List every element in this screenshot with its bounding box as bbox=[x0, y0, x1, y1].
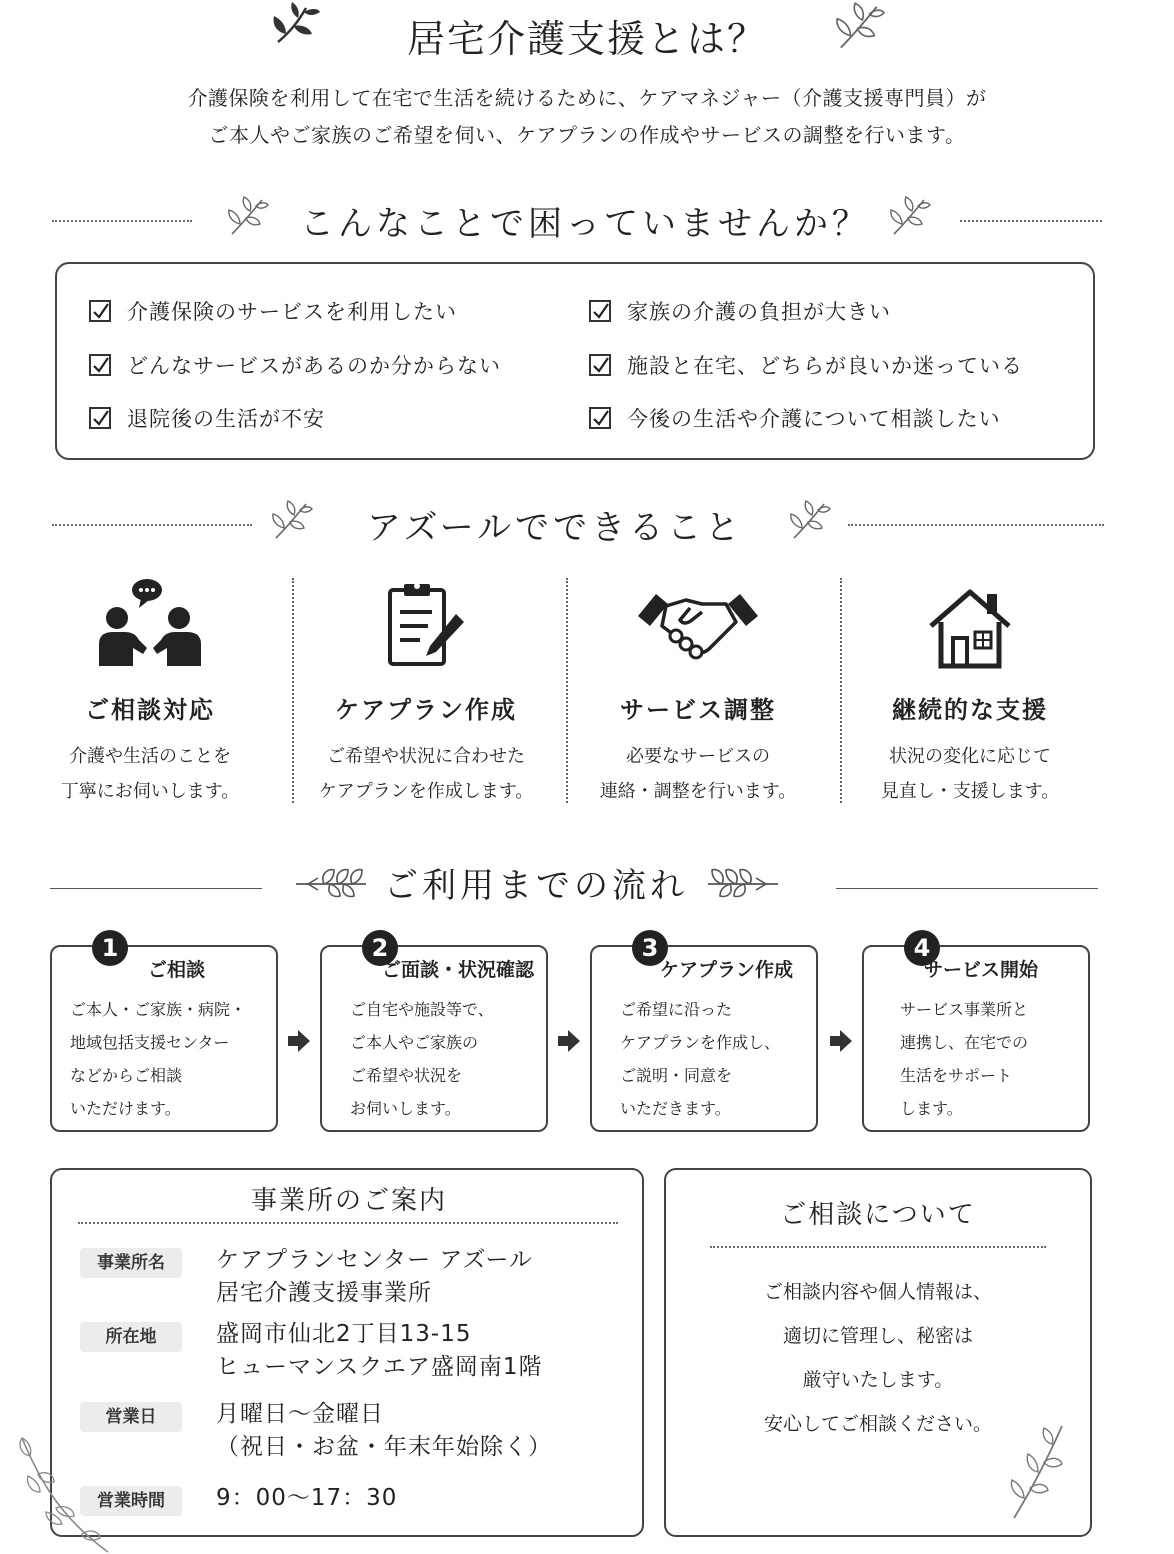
arrow-right-icon bbox=[288, 1030, 310, 1052]
service-coordination bbox=[568, 570, 828, 809]
branch-ornament-right-icon bbox=[704, 866, 780, 900]
column-divider bbox=[292, 578, 294, 803]
step-line: ご希望に沿った bbox=[620, 1000, 733, 1019]
flow-step-4 bbox=[862, 934, 1090, 1132]
step-line: ご説明・同意を bbox=[620, 1066, 733, 1085]
service-desc bbox=[840, 739, 1100, 809]
checkbox-icon bbox=[589, 354, 611, 376]
checkbox-icon bbox=[89, 407, 111, 429]
divider bbox=[52, 524, 252, 526]
leaf-ornament-icon bbox=[788, 498, 832, 542]
step-line: します。 bbox=[900, 1099, 963, 1118]
section-title-flow: ご利用までの流れ bbox=[384, 866, 688, 906]
concern-text: 今後の生活や介護について相談したい bbox=[627, 407, 1001, 431]
office-label: 営業時間 bbox=[80, 1486, 182, 1516]
step-line: いただけます。 bbox=[70, 1099, 181, 1118]
value-line: 盛岡市仙北2丁目13-15 bbox=[216, 1321, 472, 1347]
section-title-concerns: こんなことで困っていませんか？ bbox=[300, 204, 870, 244]
value-line: ヒューマンスクエア盛岡南1階 bbox=[216, 1354, 543, 1380]
service-title: 継続的な支援 bbox=[892, 696, 1048, 724]
divider bbox=[78, 1222, 618, 1224]
concern-item bbox=[589, 350, 1023, 380]
value-line: 居宅介護支援事業所 bbox=[216, 1280, 432, 1306]
branch-ornament-left-icon bbox=[294, 866, 370, 900]
service-desc bbox=[20, 739, 280, 809]
consult-line: 適切に管理し、秘密は bbox=[782, 1325, 973, 1347]
step-line: いただきます。 bbox=[620, 1099, 731, 1118]
step-line: ご自宅や施設等で、 bbox=[350, 1000, 494, 1019]
step-line: ご本人やご家族の bbox=[350, 1033, 479, 1052]
leaf-ornament-icon bbox=[226, 194, 270, 238]
concern-text: 施設と在宅、どちらが良いか迷っている bbox=[627, 354, 1023, 378]
office-label: 営業日 bbox=[80, 1402, 182, 1432]
consult-line: 厳守いたします。 bbox=[802, 1369, 954, 1391]
office-value bbox=[216, 1482, 397, 1515]
step-body bbox=[350, 993, 494, 1125]
step-title: ご相談 bbox=[148, 959, 206, 981]
step-body bbox=[70, 993, 246, 1125]
desc-line: 連絡・調整を行います。 bbox=[599, 781, 797, 802]
service-careplan bbox=[296, 570, 556, 809]
divider bbox=[50, 888, 262, 889]
handshake-icon bbox=[636, 586, 760, 670]
value-line: （祝日・お盆・年末年始除く） bbox=[216, 1434, 552, 1460]
step-body bbox=[900, 993, 1028, 1125]
consult-line: 安心してご相談ください。 bbox=[763, 1413, 992, 1435]
concern-text: どんなサービスがあるのか分からない bbox=[127, 354, 501, 378]
divider bbox=[52, 220, 192, 222]
step-number-badge: 4 bbox=[904, 930, 940, 966]
desc-line: ケアプランを作成します。 bbox=[318, 781, 534, 802]
arrow-right-icon bbox=[558, 1030, 580, 1052]
checkbox-icon bbox=[89, 300, 111, 322]
consult-line: ご相談内容や個人情報は、 bbox=[763, 1281, 992, 1303]
leaf-ornament-icon bbox=[888, 194, 932, 238]
step-number-badge: 2 bbox=[362, 930, 398, 966]
service-support bbox=[840, 570, 1100, 809]
concern-item bbox=[89, 403, 325, 433]
leaf-ornament-right-icon bbox=[832, 2, 888, 50]
checkbox-icon bbox=[589, 300, 611, 322]
step-title: ご面談・状況確認 bbox=[382, 959, 535, 981]
service-desc bbox=[296, 739, 556, 809]
section-title-services: アズールでできること bbox=[366, 508, 744, 548]
leaf-branch-ornament-icon bbox=[1006, 1422, 1070, 1522]
concern-item bbox=[89, 296, 457, 326]
office-info-box bbox=[50, 1168, 644, 1537]
intro-text bbox=[60, 80, 1114, 154]
consult-info-box bbox=[664, 1168, 1092, 1537]
step-line: お伺いします。 bbox=[350, 1099, 461, 1118]
service-title: ご相談対応 bbox=[85, 696, 215, 724]
flow-step-1 bbox=[50, 934, 278, 1132]
step-line: 連携し、在宅での bbox=[900, 1033, 1029, 1052]
clipboard-icon bbox=[384, 580, 468, 670]
desc-line: 介護や生活のことを bbox=[69, 746, 231, 767]
step-line: 地域包括支援センター bbox=[70, 1033, 230, 1052]
concern-text: 介護保険のサービスを利用したい bbox=[127, 300, 457, 324]
step-line: ケアプランを作成し、 bbox=[620, 1033, 781, 1052]
step-title: サービス開始 bbox=[924, 959, 1039, 981]
concerns-box bbox=[55, 262, 1095, 460]
concern-item bbox=[89, 350, 501, 380]
desc-line: 状況の変化に応じて bbox=[889, 746, 1051, 767]
office-value bbox=[216, 1398, 552, 1464]
office-title: 事業所のご案内 bbox=[250, 1186, 447, 1216]
divider bbox=[710, 1246, 1046, 1248]
office-label: 所在地 bbox=[80, 1322, 182, 1352]
flow-step-2 bbox=[320, 934, 548, 1132]
leaf-ornament-icon bbox=[270, 498, 314, 542]
value-line: ケアプランセンター アズール bbox=[216, 1247, 533, 1273]
consult-title: ご相談について bbox=[780, 1200, 976, 1230]
office-value bbox=[216, 1318, 542, 1384]
desc-line: ご希望や状況に合わせた bbox=[327, 746, 525, 767]
service-consultation bbox=[20, 570, 280, 809]
value-line: 月曜日～金曜日 bbox=[216, 1401, 384, 1427]
step-line: ご本人・ご家族・病院・ bbox=[70, 1000, 247, 1019]
desc-line: 見直し・支援します。 bbox=[880, 781, 1060, 802]
arrow-right-icon bbox=[830, 1030, 852, 1052]
intro-line: ご本人やご家族のご希望を伺い、ケアプランの作成やサービスの調整を行います。 bbox=[208, 123, 966, 147]
step-line: 生活をサポート bbox=[900, 1066, 1013, 1085]
checkbox-icon bbox=[589, 407, 611, 429]
divider bbox=[960, 220, 1102, 222]
step-body bbox=[620, 993, 780, 1125]
flow-step-3 bbox=[590, 934, 818, 1132]
desc-line: 丁寧にお伺いします。 bbox=[60, 781, 240, 802]
divider bbox=[848, 524, 1104, 526]
desc-line: 必要なサービスの bbox=[626, 746, 770, 767]
step-line: ご希望や状況を bbox=[350, 1066, 463, 1085]
service-title: ケアプラン作成 bbox=[335, 696, 517, 724]
consult-body bbox=[666, 1270, 1090, 1446]
checkbox-icon bbox=[89, 354, 111, 376]
page-title: 居宅介護支援とは？ bbox=[406, 17, 767, 61]
concern-text: 退院後の生活が不安 bbox=[127, 407, 325, 431]
vine-ornament-icon bbox=[18, 1436, 118, 1554]
step-title: ケアプラン作成 bbox=[660, 959, 794, 981]
divider bbox=[836, 888, 1098, 889]
step-line: などからご相談 bbox=[70, 1066, 183, 1085]
office-label: 事業所名 bbox=[80, 1248, 182, 1278]
office-value bbox=[216, 1244, 533, 1310]
service-title: サービス調整 bbox=[620, 696, 776, 724]
step-line: サービス事業所と bbox=[900, 1000, 1029, 1019]
house-icon bbox=[925, 586, 1015, 670]
step-number-badge: 1 bbox=[92, 930, 128, 966]
value-line: 9：00～17：30 bbox=[216, 1485, 398, 1511]
service-desc bbox=[568, 739, 828, 809]
concern-item bbox=[589, 403, 1001, 433]
concern-item bbox=[589, 296, 891, 326]
consultation-icon bbox=[95, 578, 205, 670]
intro-line: 介護保険を利用して在宅で生活を続けるために、ケアマネジャー（介護支援専門員）が bbox=[187, 86, 987, 110]
step-number-badge: 3 bbox=[632, 930, 668, 966]
concern-text: 家族の介護の負担が大きい bbox=[627, 300, 891, 324]
